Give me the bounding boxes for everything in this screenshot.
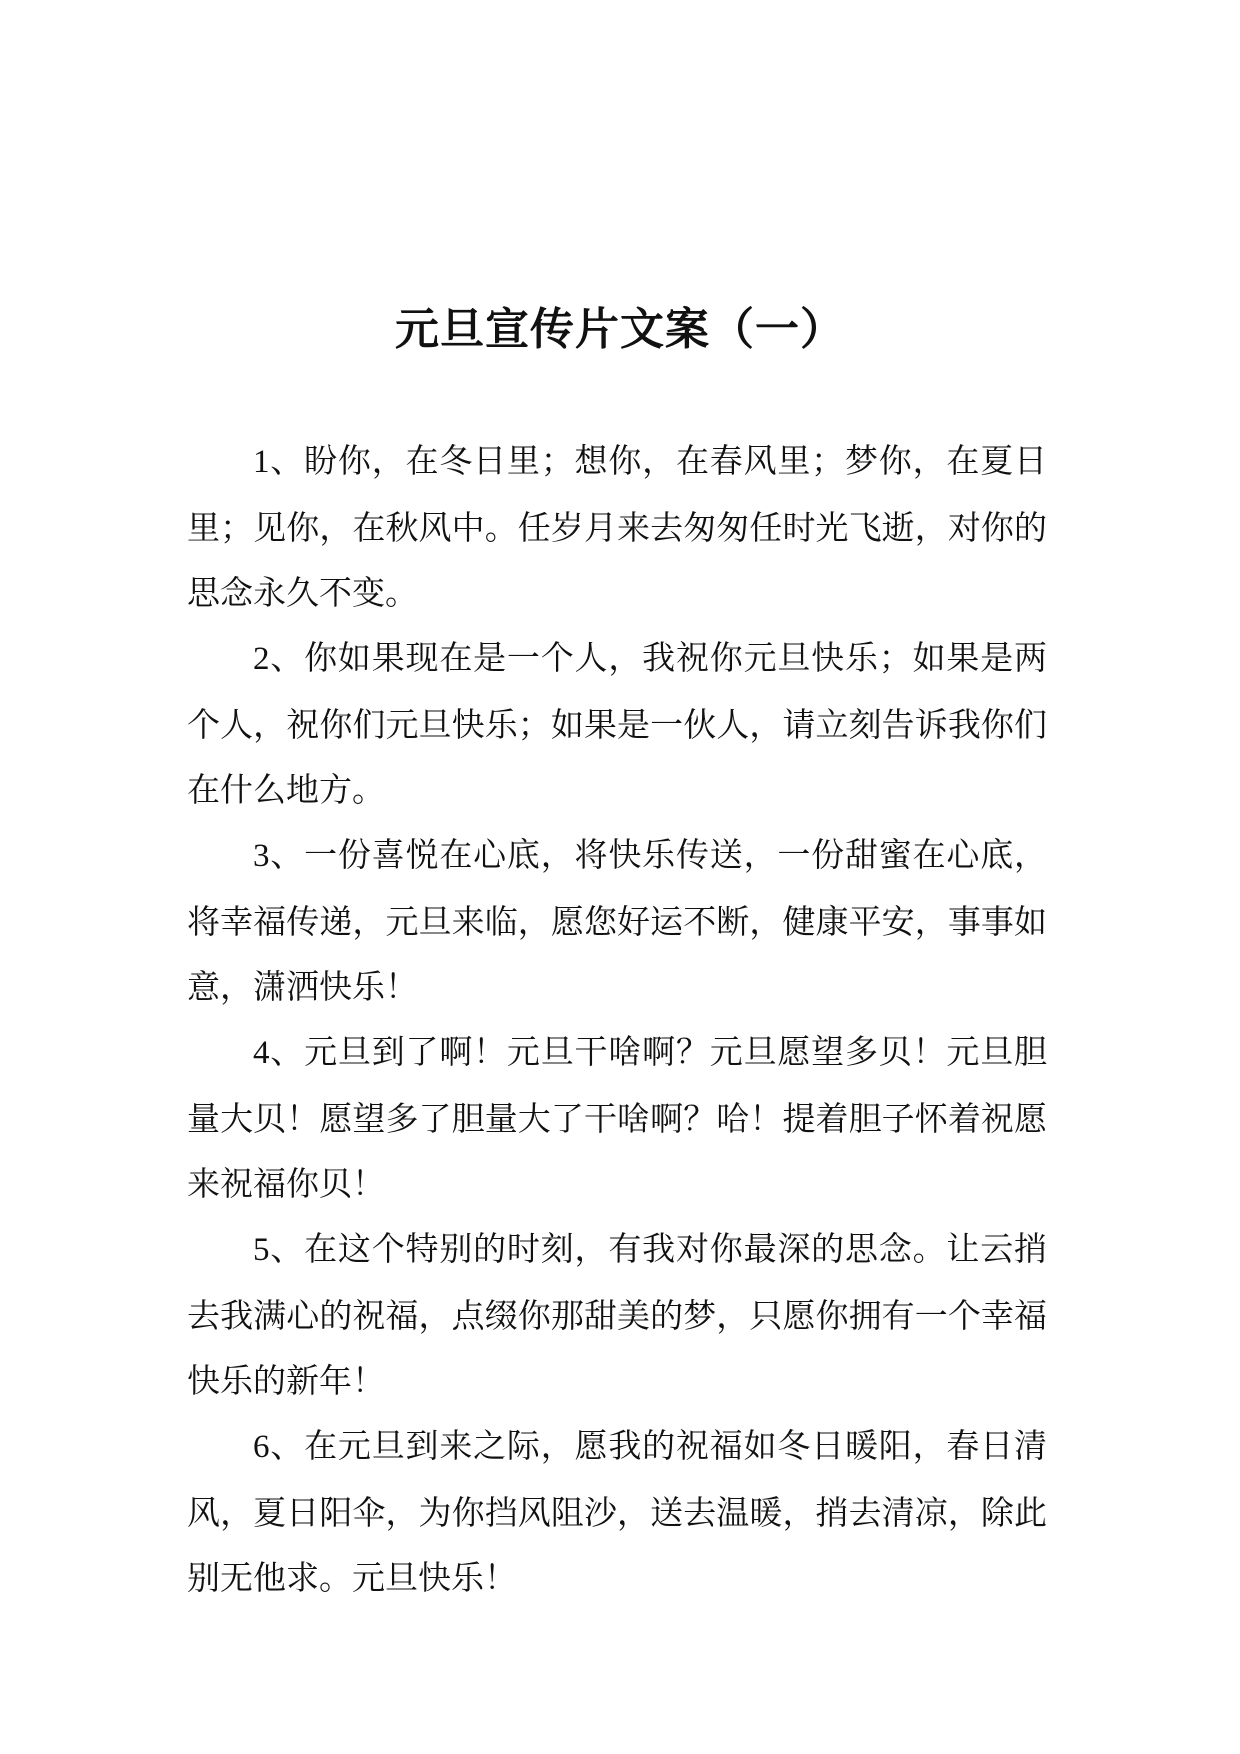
paragraph-number: 4 [253,1035,270,1071]
paragraph-2 [187,625,1047,822]
paragraph-text: 、盼你，在冬日里；想你，在春风里；梦你，在夏日里；见你，在秋风中。任岁月来去匆匆任时光飞逝，对你的思念永久不变。 [187,441,1047,612]
paragraph-text: 、在这个特别的时刻，有我对你最深的思念。让云捎去我满心的祝福，点缀你那甜美的梦，只愿你拥有一个幸福快乐的新年！ [187,1229,1047,1400]
paragraph-text: 、一份喜悦在心底，将快乐传送，一份甜蜜在心底，将幸福传递，元旦来临，愿您好运不断，健康平安，事事如意，潇洒快乐！ [187,835,1047,1006]
paragraph-text: 、你如果现在是一个人，我祝你元旦快乐；如果是两个人，祝你们元旦快乐；如果是一伙人，请立刻告诉我你们在什么地方。 [187,638,1047,809]
document-title: 元旦宣传片文案（一） [395,304,845,355]
paragraph-number: 2 [253,641,270,677]
paragraph-text: 、元旦到了啊！元旦干啥啊？元旦愿望多贝！元旦胆量大贝！愿望多了胆量大了干啥啊？哈！提着胆子怀着祝愿来祝福你贝！ [187,1032,1047,1203]
paragraph-number: 1 [253,444,270,480]
paragraph-number: 6 [253,1429,270,1465]
paragraph-3 [187,822,1047,1019]
paragraph-number: 5 [253,1232,270,1268]
paragraph-6 [187,1413,1047,1610]
paragraph-1 [187,428,1047,625]
paragraph-number: 3 [253,838,270,874]
paragraph-4 [187,1019,1047,1216]
paragraph-text: 、在元旦到来之际，愿我的祝福如冬日暖阳，春日清风，夏日阳伞，为你挡风阻沙，送去温暖，捎去清凉，除此别无他求。元旦快乐！ [187,1426,1047,1597]
paragraph-5 [187,1216,1047,1413]
document-body [187,428,1047,1610]
